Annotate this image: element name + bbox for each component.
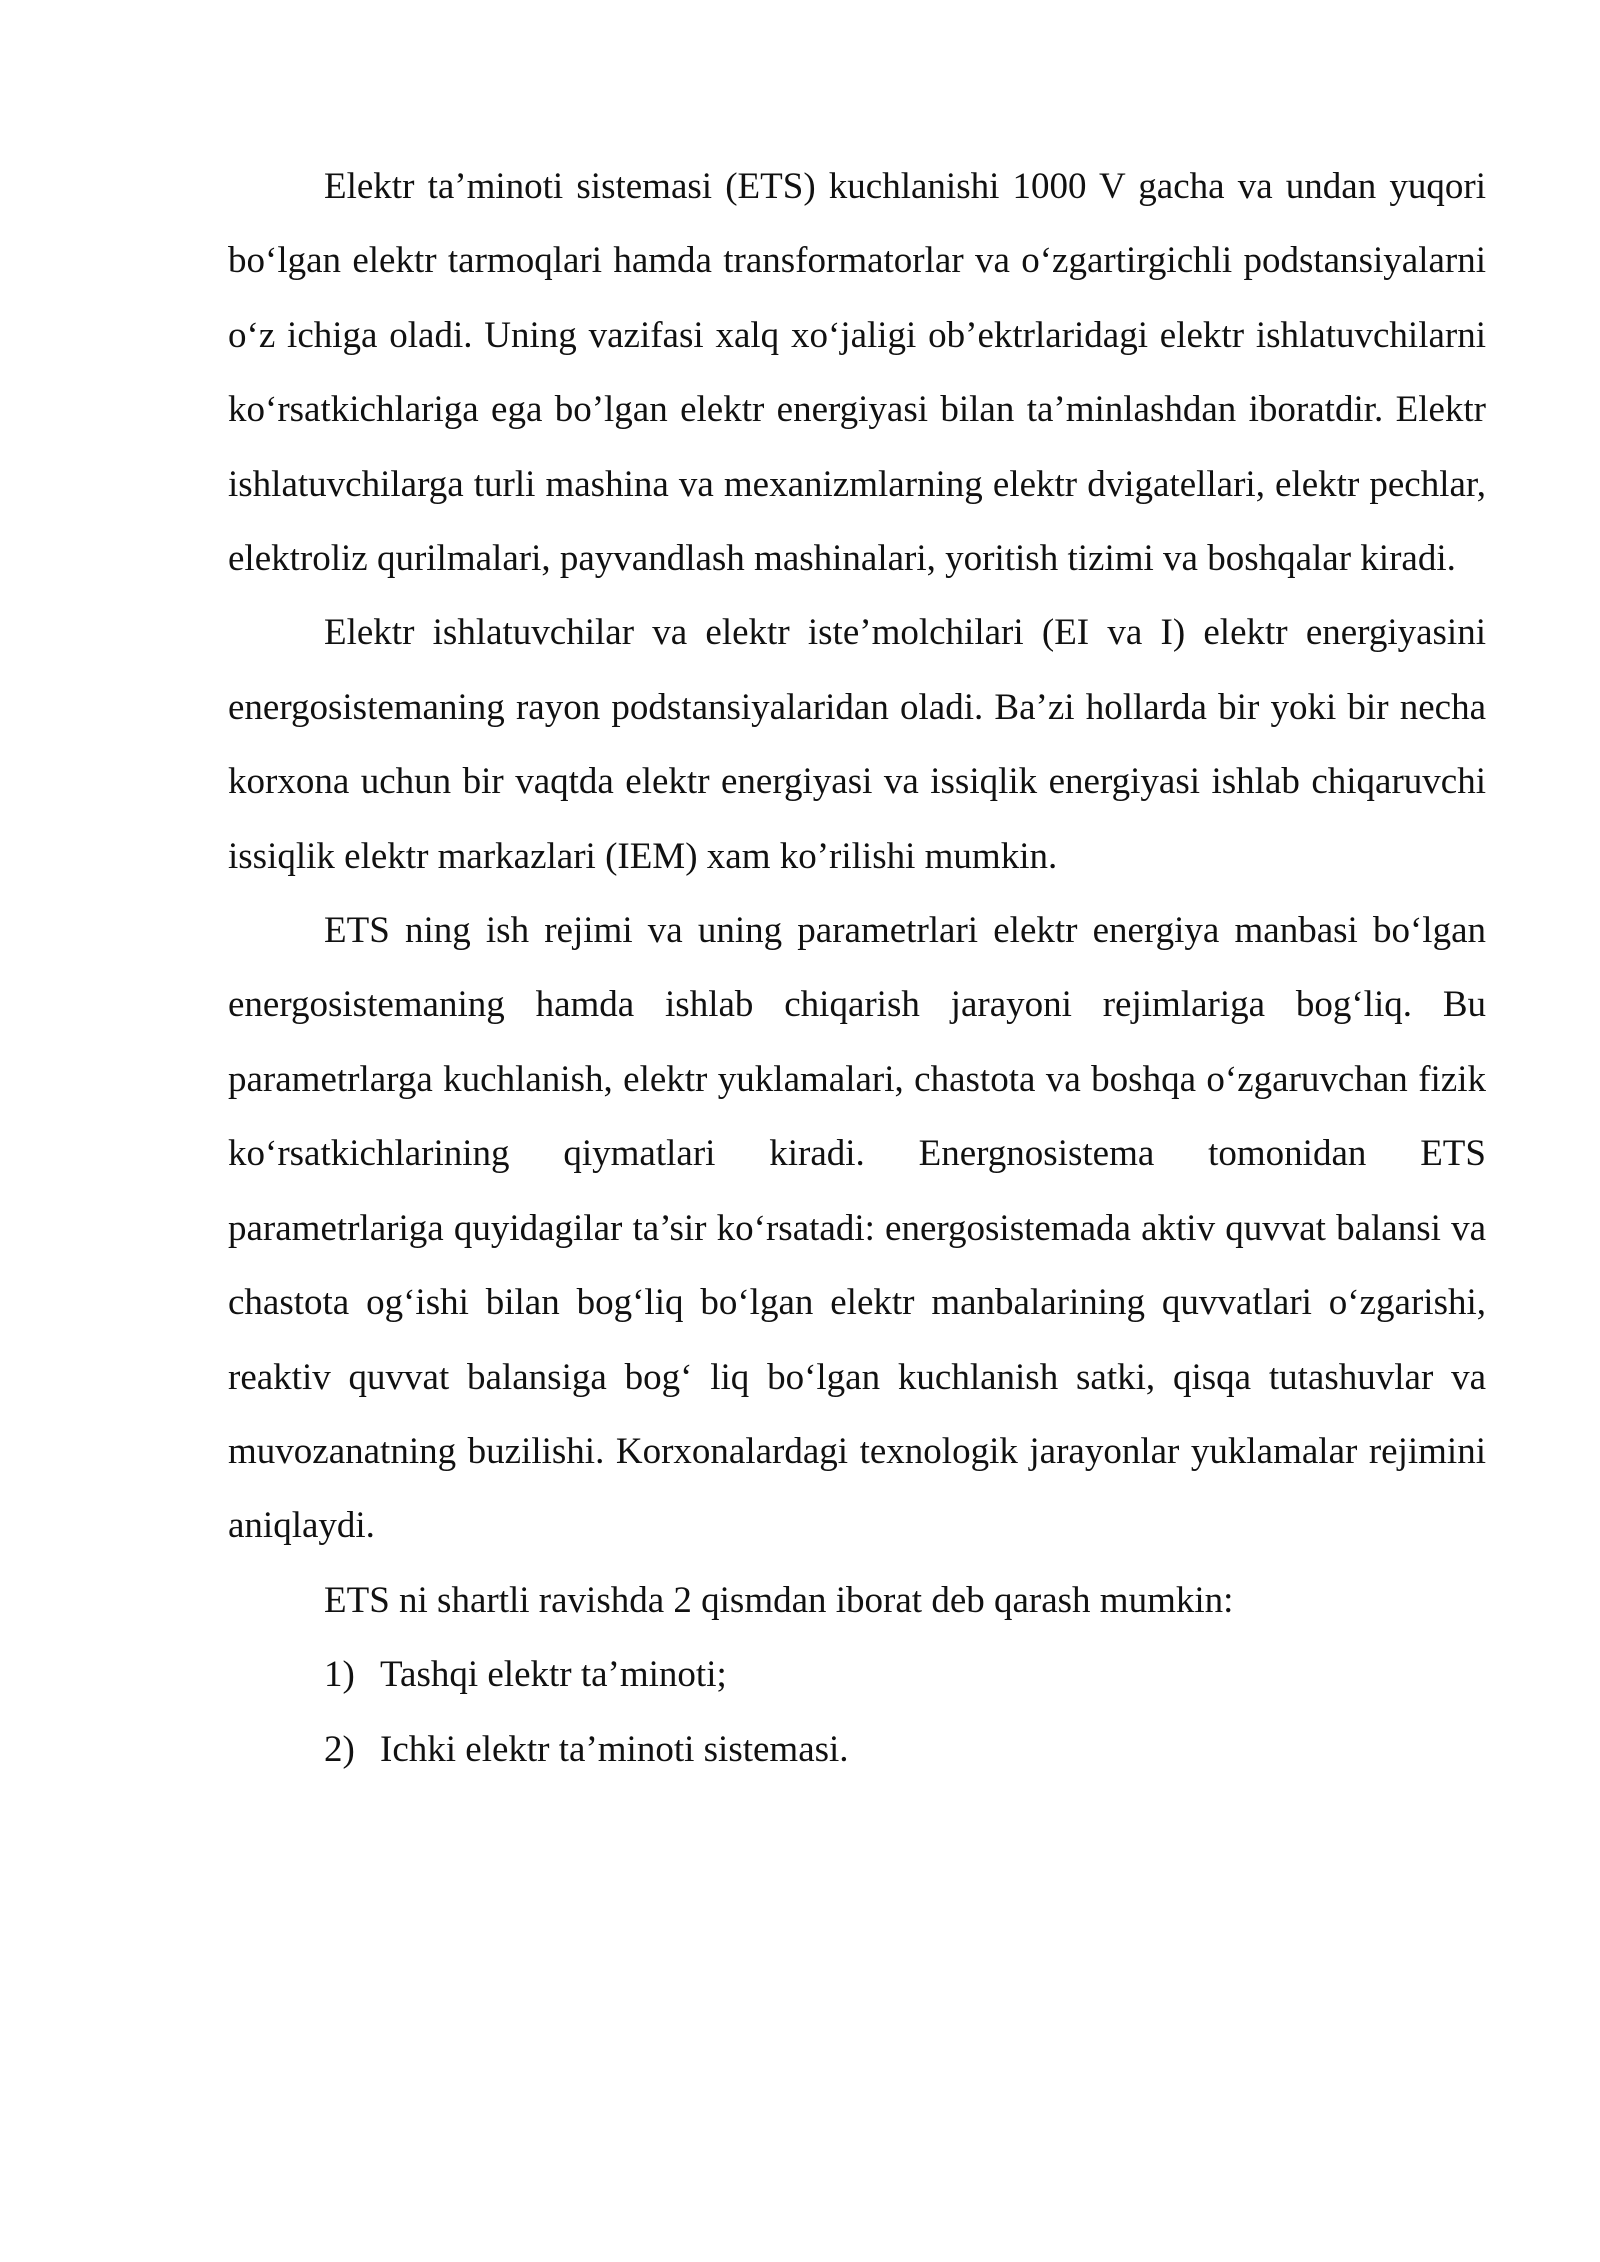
paragraph-ets-definition: Elektr ta’minoti sistemasi (ETS) kuchlanishi 1000 V gacha va undan yuqori bo‘lgan elektr tarmoqlari hamda transformatorlar va o‘zgartirgichli podstansiyalarni o‘z ichiga oladi. Uning vazifasi xalq xo‘jaligi ob’ektrlaridagi elektr ishlatuvchilarni ko‘rsatkichlariga ega bo’lgan elektr energiyasi bilan ta’minlashdan iboratdir. Elektr ishlatuvchilarga turli mashina va mexanizmlarning elektr dvigatellari, elektr pechlar, elektroliz qurilmalari, payvandlash mashinalari, yoritish tizimi va boshqalar kiradi. (228, 166, 1486, 580)
list-item-number: 1) (324, 1654, 355, 1696)
list-item-number: 2) (324, 1728, 355, 1770)
list-item (228, 1638, 1486, 1712)
paragraph-ets-parts-intro: ETS ni shartli ravishda 2 qismdan iborat deb qarash mumkin: (324, 1579, 1234, 1621)
paragraph-consumers: Elektr ishlatuvchilar va elektr iste’molchilari (EI va I) elektr energiyasini energosistemaning rayon podstansiyalaridan oladi. Ba’zi hollarda bir yoki bir necha korxona uchun bir vaqtda elektr energiyasi va issiqlik energiyasi ishlab chiqaruvchi issiqlik elektr markazlari (IEM) xam ko’rilishi mumkin. (228, 612, 1486, 877)
list-item-text: Tashqi elektr ta’minoti; (380, 1654, 727, 1696)
ets-parts-list (228, 1638, 1486, 1787)
document-page (228, 150, 1486, 1787)
list-item-text: Ichki elektr ta’minoti sistemasi. (380, 1728, 849, 1770)
paragraph-operating-mode: ETS ning ish rejimi va uning parametrlari elektr energiya manbasi bo‘lgan energosistemaning hamda ishlab chiqarish jarayoni rejimlariga bog‘liq. Bu parametrlarga kuchlanish, elektr yuklamalari, chastota va boshqa o‘zgaruvchan fizik ko‘rsatkichlarining qiymatlari kiradi. Energnosistema tomonidan ETS parametrlariga quyidagilar ta’sir ko‘rsatadi: energosistemada aktiv quvvat balansi va chastota og‘ishi bilan bog‘liq bo‘lgan elektr manbalarining quvvatlari o‘zgarishi, reaktiv quvvat balansiga bog‘ liq bo‘lgan kuchlanish satki, qisqa tutashuvlar va muvozanatning buzilishi. Korxonalardagi texnologik jarayonlar yuklamalar rejimini aniqlaydi. (228, 910, 1486, 1547)
list-item (228, 1713, 1486, 1787)
